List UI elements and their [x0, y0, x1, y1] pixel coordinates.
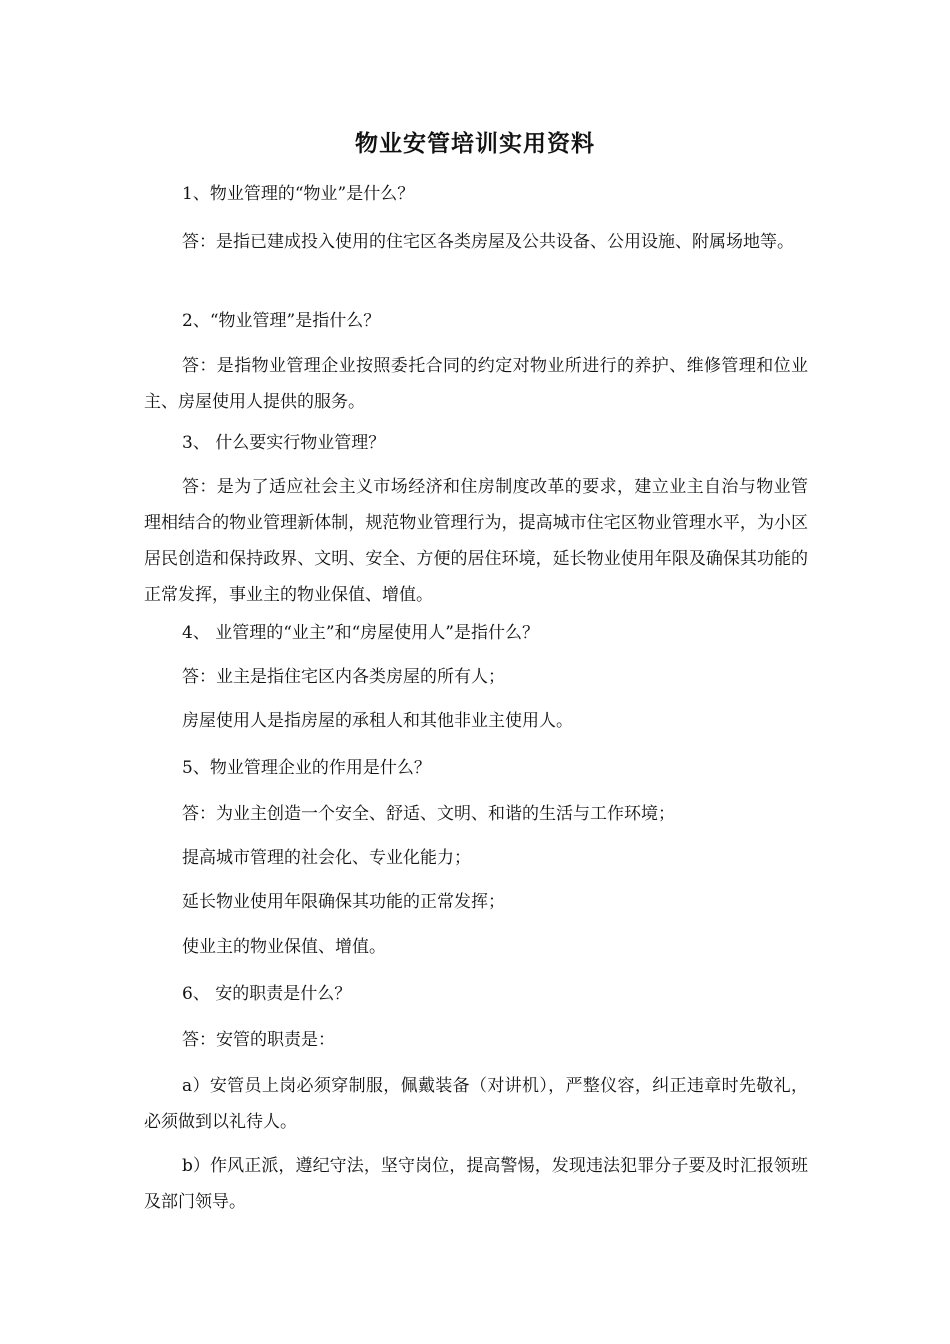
question-6: 6、 安的职责是什么？	[182, 984, 352, 1004]
question-2: 2、“物业管理”是指什么？	[182, 311, 381, 331]
answer-5-line-4: 使业主的物业保值、增值。	[182, 937, 386, 957]
answer-6-intro: 答：安管的职责是：	[182, 1030, 335, 1050]
answer-5-line-1: 答：为业主创造一个安全、舒适、文明、和谐的生活与工作环境；	[182, 804, 675, 824]
document-title: 物业安管培训实用资料	[355, 131, 595, 157]
answer-1: 答：是指已建成投入使用的住宅区各类房屋及公共设备、公用设施、附属场地等。	[182, 232, 794, 252]
answer-6-item-b: b）作风正派，遵纪守法，坚守岗位，提高警惕，发现违法犯罪分子要及时汇报领班及部门领导。	[144, 1156, 808, 1212]
answer-2: 答：是指物业管理企业按照委托合同的约定对物业所进行的养护、维修管理和位业主、房屋使用人提供的服务。	[144, 356, 808, 412]
question-3: 3、 什么要实行物业管理？	[182, 433, 386, 453]
question-5: 5、物业管理企业的作用是什么？	[182, 758, 431, 778]
answer-4-line-1: 答：业主是指住宅区内各类房屋的所有人；	[182, 667, 505, 687]
answer-5-line-3: 延长物业使用年限确保其功能的正常发挥；	[182, 892, 505, 912]
question-4: 4、 业管理的“业主”和“房屋使用人”是指什么？	[182, 623, 539, 643]
answer-4-line-2: 房屋使用人是指房屋的承租人和其他非业主使用人。	[182, 711, 573, 731]
answer-3: 答：是为了适应社会主义市场经济和住房制度改革的要求，建立业主自治与物业管理相结合的物业管理新体制，规范物业管理行为，提高城市住宅区物业管理水平，为小区居民创造和保持政界、文明、安全、方便的居住环境，延长物业使用年限及确保其功能的正常发挥，事业主的物业保值、增值。	[144, 477, 808, 605]
answer-6-item-a: a）安管员上岗必须穿制服，佩戴装备（对讲机），严整仪容，纠正违章时先敬礼，必须做到以礼待人。	[144, 1076, 808, 1132]
question-1: 1、物业管理的“物业”是什么？	[182, 184, 415, 204]
answer-5-line-2: 提高城市管理的社会化、专业化能力；	[182, 848, 471, 868]
